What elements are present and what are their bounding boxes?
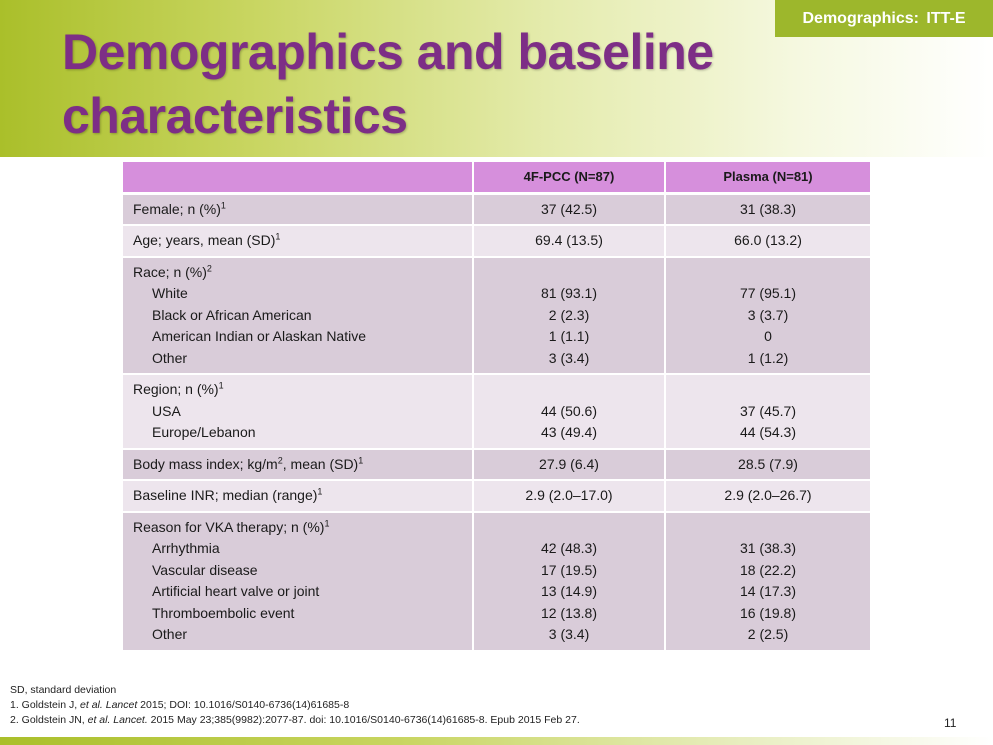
cell-4f-pcc: 37 (42.5)	[473, 193, 665, 225]
table-row	[123, 225, 871, 257]
sub-label: Other	[152, 626, 188, 642]
cell-4f-pcc: 2.9 (2.0–17.0)	[473, 480, 665, 512]
cell-plasma: 2.9 (2.0–26.7)	[665, 480, 871, 512]
row-label: Region; n (%)$^1$ USA Europe/Lebanon	[123, 374, 473, 449]
sub-label: Other	[152, 349, 188, 366]
table-row	[123, 449, 871, 481]
sub-label: White	[152, 285, 188, 301]
row-label: Race; n (%)$^2$ White Black or African American American Indian or Alaskan Native Other	[123, 257, 473, 375]
sub-label: American Indian or Alaskan Native	[152, 328, 366, 344]
cell-4f-pcc: 42 (48.3) 17 (19.5) 13 (14.9) 12 (13.8) 3 (3.4)	[473, 512, 665, 651]
row-label: Reason for VKA therapy; n (%)$^1$ Arrhythmia Vascular disease Artificial heart valve or joint Thromboembolic event Other	[123, 512, 473, 651]
row-label: Age; years, mean (SD)$^1$	[123, 225, 473, 257]
row-label: Baseline INR; median (range)$^1$	[123, 480, 473, 512]
sub-label: Vascular disease	[152, 561, 258, 578]
cell-plasma: 37 (45.7) 44 (54.3)	[665, 374, 871, 449]
cell-plasma: 28.5 (7.9)	[665, 449, 871, 481]
bottom-band	[0, 737, 993, 745]
sub-label: Europe/Lebanon	[152, 424, 256, 440]
sub-label: Artificial heart valve or joint	[152, 583, 320, 599]
table-row	[123, 374, 871, 449]
sub-label: Thromboembolic event	[152, 604, 295, 621]
table-row	[123, 193, 871, 225]
row-label: Female; n (%)$^1$	[123, 193, 473, 225]
page-number: 11	[944, 716, 957, 730]
cell-4f-pcc: 27.9 (6.4)	[473, 449, 665, 481]
table-row	[123, 257, 871, 375]
page-title: Demographics and baseline characteristics	[62, 24, 714, 144]
sub-label: USA	[152, 402, 181, 419]
column-header-plasma: Plasma (N=81)	[665, 162, 871, 193]
reference-1: 1. Goldstein J, et al. Lancet 2015; DOI: 10.1016/S0140-6736(14)61685-8	[10, 699, 350, 711]
cell-plasma: 31 (38.3) 18 (22.2) 14 (17.3) 16 (19.8) 2 (2.5)	[665, 512, 871, 651]
footnotes	[10, 683, 580, 728]
demographics-table	[123, 162, 872, 652]
table-row	[123, 480, 871, 512]
row-label: Body mass index; $kg/m^2$, mean (SD)$^1$	[123, 449, 473, 481]
abbreviation-note: SD, standard deviation	[10, 684, 117, 696]
column-header-4f-pcc: 4F-PCC (N=87)	[473, 162, 665, 193]
cell-4f-pcc: 44 (50.6) 43 (49.4)	[473, 374, 665, 449]
cell-plasma: 77 (95.1) 3 (3.7) 0 1 (1.2)	[665, 257, 871, 375]
cell-plasma: 31 (38.3)	[665, 193, 871, 225]
table-row	[123, 512, 871, 651]
table-header-row	[123, 162, 871, 193]
cell-4f-pcc: 81 (93.1) 2 (2.3) 1 (1.1) 3 (3.4)	[473, 257, 665, 375]
sub-label: Arrhythmia	[152, 540, 220, 556]
section-tag: Demographics: ITT-E	[775, 0, 993, 37]
sub-label: Black or African American	[152, 306, 312, 323]
cell-plasma: 66.0 (13.2)	[665, 225, 871, 257]
cell-4f-pcc: 69.4 (13.5)	[473, 225, 665, 257]
column-header-characteristic	[123, 162, 473, 193]
reference-2: 2. Goldstein JN, et al. Lancet. 2015 May 23;385(9982):2077-87. doi: 10.1016/S0140-6736(14)61685-8. Epub 2015 Feb 27.	[10, 714, 580, 726]
